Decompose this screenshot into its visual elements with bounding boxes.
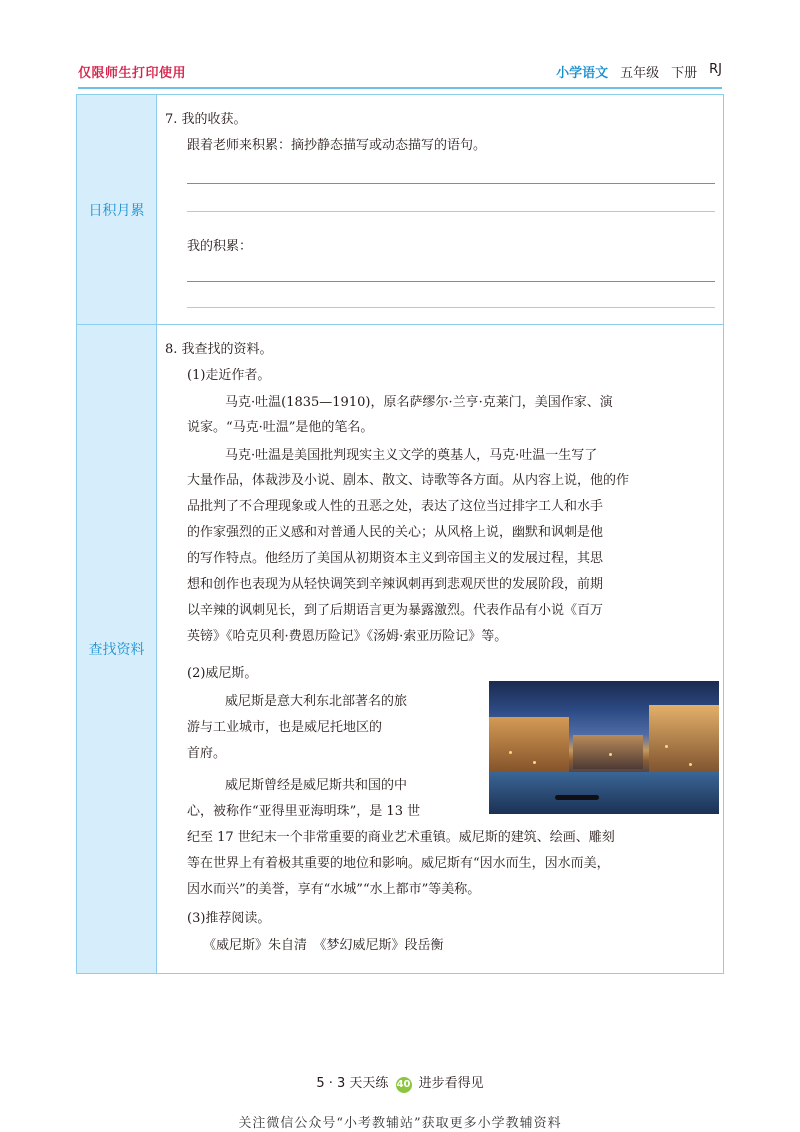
footer-brand: 5 · 3 天天练	[316, 1076, 389, 1091]
author-para2-line: 英镑》《哈克贝利·费恩历险记》《汤姆·索亚历险记》等。	[187, 629, 508, 644]
daily-label: 日积月累	[88, 203, 145, 219]
author-para2-line: 大量作品，体裁涉及小说、剧本、散文、诗歌等各方面。从内容上说，他的作	[187, 473, 630, 488]
section-label-research	[77, 325, 157, 973]
author-para2-line: 以辛辣的讽刺见长，到了后期语言更为暴露激烈。代表作品有小说《百万	[187, 603, 604, 618]
author-para2-line: 马克·吐温是美国批判现实主义文学的奠基人，马克·吐温一生写了	[225, 448, 598, 463]
venice-para1-line: 游与工业城市，也是威尼托地区的	[187, 720, 383, 735]
header-divider	[78, 87, 722, 89]
venice-photo	[489, 681, 719, 814]
header-left-note: 仅限师生打印使用	[78, 66, 187, 81]
recommended-reading: 《威尼斯》朱自清 《梦幻威尼斯》段岳衡	[203, 938, 444, 953]
venice-para2-line: 因水而兴”的美誉，享有“水城”“水上都市”等美称。	[187, 882, 481, 897]
venice-para2-line: 等在世界上有着极其重要的地位和影响。威尼斯有“因水而生，因水而美，	[187, 856, 610, 871]
research-label: 查找资料	[88, 642, 145, 658]
header-subject: 小学语文	[556, 66, 609, 81]
page-number: 40	[396, 1077, 412, 1093]
venice-para1-line: 首府。	[187, 746, 227, 761]
header-right	[556, 62, 722, 81]
q7-title: 7. 我的收获。	[165, 112, 247, 127]
answer-line[interactable]	[187, 211, 715, 212]
bottom-note: 关注微信公众号“小考教辅站”获取更多小学教辅资料	[238, 1116, 562, 1131]
footer-slogan: 进步看得见	[418, 1076, 484, 1091]
venice-para1-line: 威尼斯是意大利东北部著名的旅	[225, 694, 408, 709]
header-grade: 五年级	[620, 66, 660, 81]
author-para1-line: 马克·吐温(1835—1910)，原名萨缪尔·兰亨·克莱门，美国作家、演	[225, 395, 613, 410]
answer-line[interactable]	[187, 183, 715, 184]
row-divider	[77, 324, 723, 325]
answer-line[interactable]	[187, 281, 715, 282]
header-edition: RJ	[709, 62, 722, 77]
q8-title: 8. 我查找的资料。	[165, 342, 273, 357]
author-para2-line: 想和创作也表现为从轻快调笑到辛辣讽刺再到悲观厌世的发展阶段，前期	[187, 577, 604, 592]
q7-instruction: 跟着老师来积累：摘抄静态描写或动态描写的语句。	[187, 138, 487, 153]
author-para2-line: 的写作特点。他经历了美国从初期资本主义到帝国主义的发展过程，其思	[187, 551, 604, 566]
worksheet-table	[76, 94, 724, 974]
answer-line[interactable]	[187, 307, 715, 308]
venice-para2-line: 纪至 17 世纪末一个非常重要的商业艺术重镇。威尼斯的建筑、绘画、雕刻	[187, 830, 615, 845]
venice-para2-line: 心，被称作“亚得里亚海明珠”，是 13 世	[187, 804, 421, 819]
author-para2-line: 品批判了不合理现象或人性的丑恶之处，表达了这位当过排字工人和水手	[187, 499, 604, 514]
author-para1-line: 说家。“马克·吐温”是他的笔名。	[187, 420, 374, 435]
q7-my-label: 我的积累：	[187, 239, 253, 254]
author-para2-line: 的作家强烈的正义感和对普通人民的关心；从风格上说，幽默和讽刺是他	[187, 525, 604, 540]
header-volume: 下册	[671, 66, 698, 81]
section-label-daily	[77, 95, 157, 325]
page-footer	[0, 1072, 800, 1093]
q8-sub2: (2)威尼斯。	[187, 666, 258, 681]
q8-sub3: (3)推荐阅读。	[187, 911, 271, 926]
venice-para2-line: 威尼斯曾经是威尼斯共和国的中	[225, 778, 408, 793]
q8-sub1: (1)走近作者。	[187, 368, 271, 383]
